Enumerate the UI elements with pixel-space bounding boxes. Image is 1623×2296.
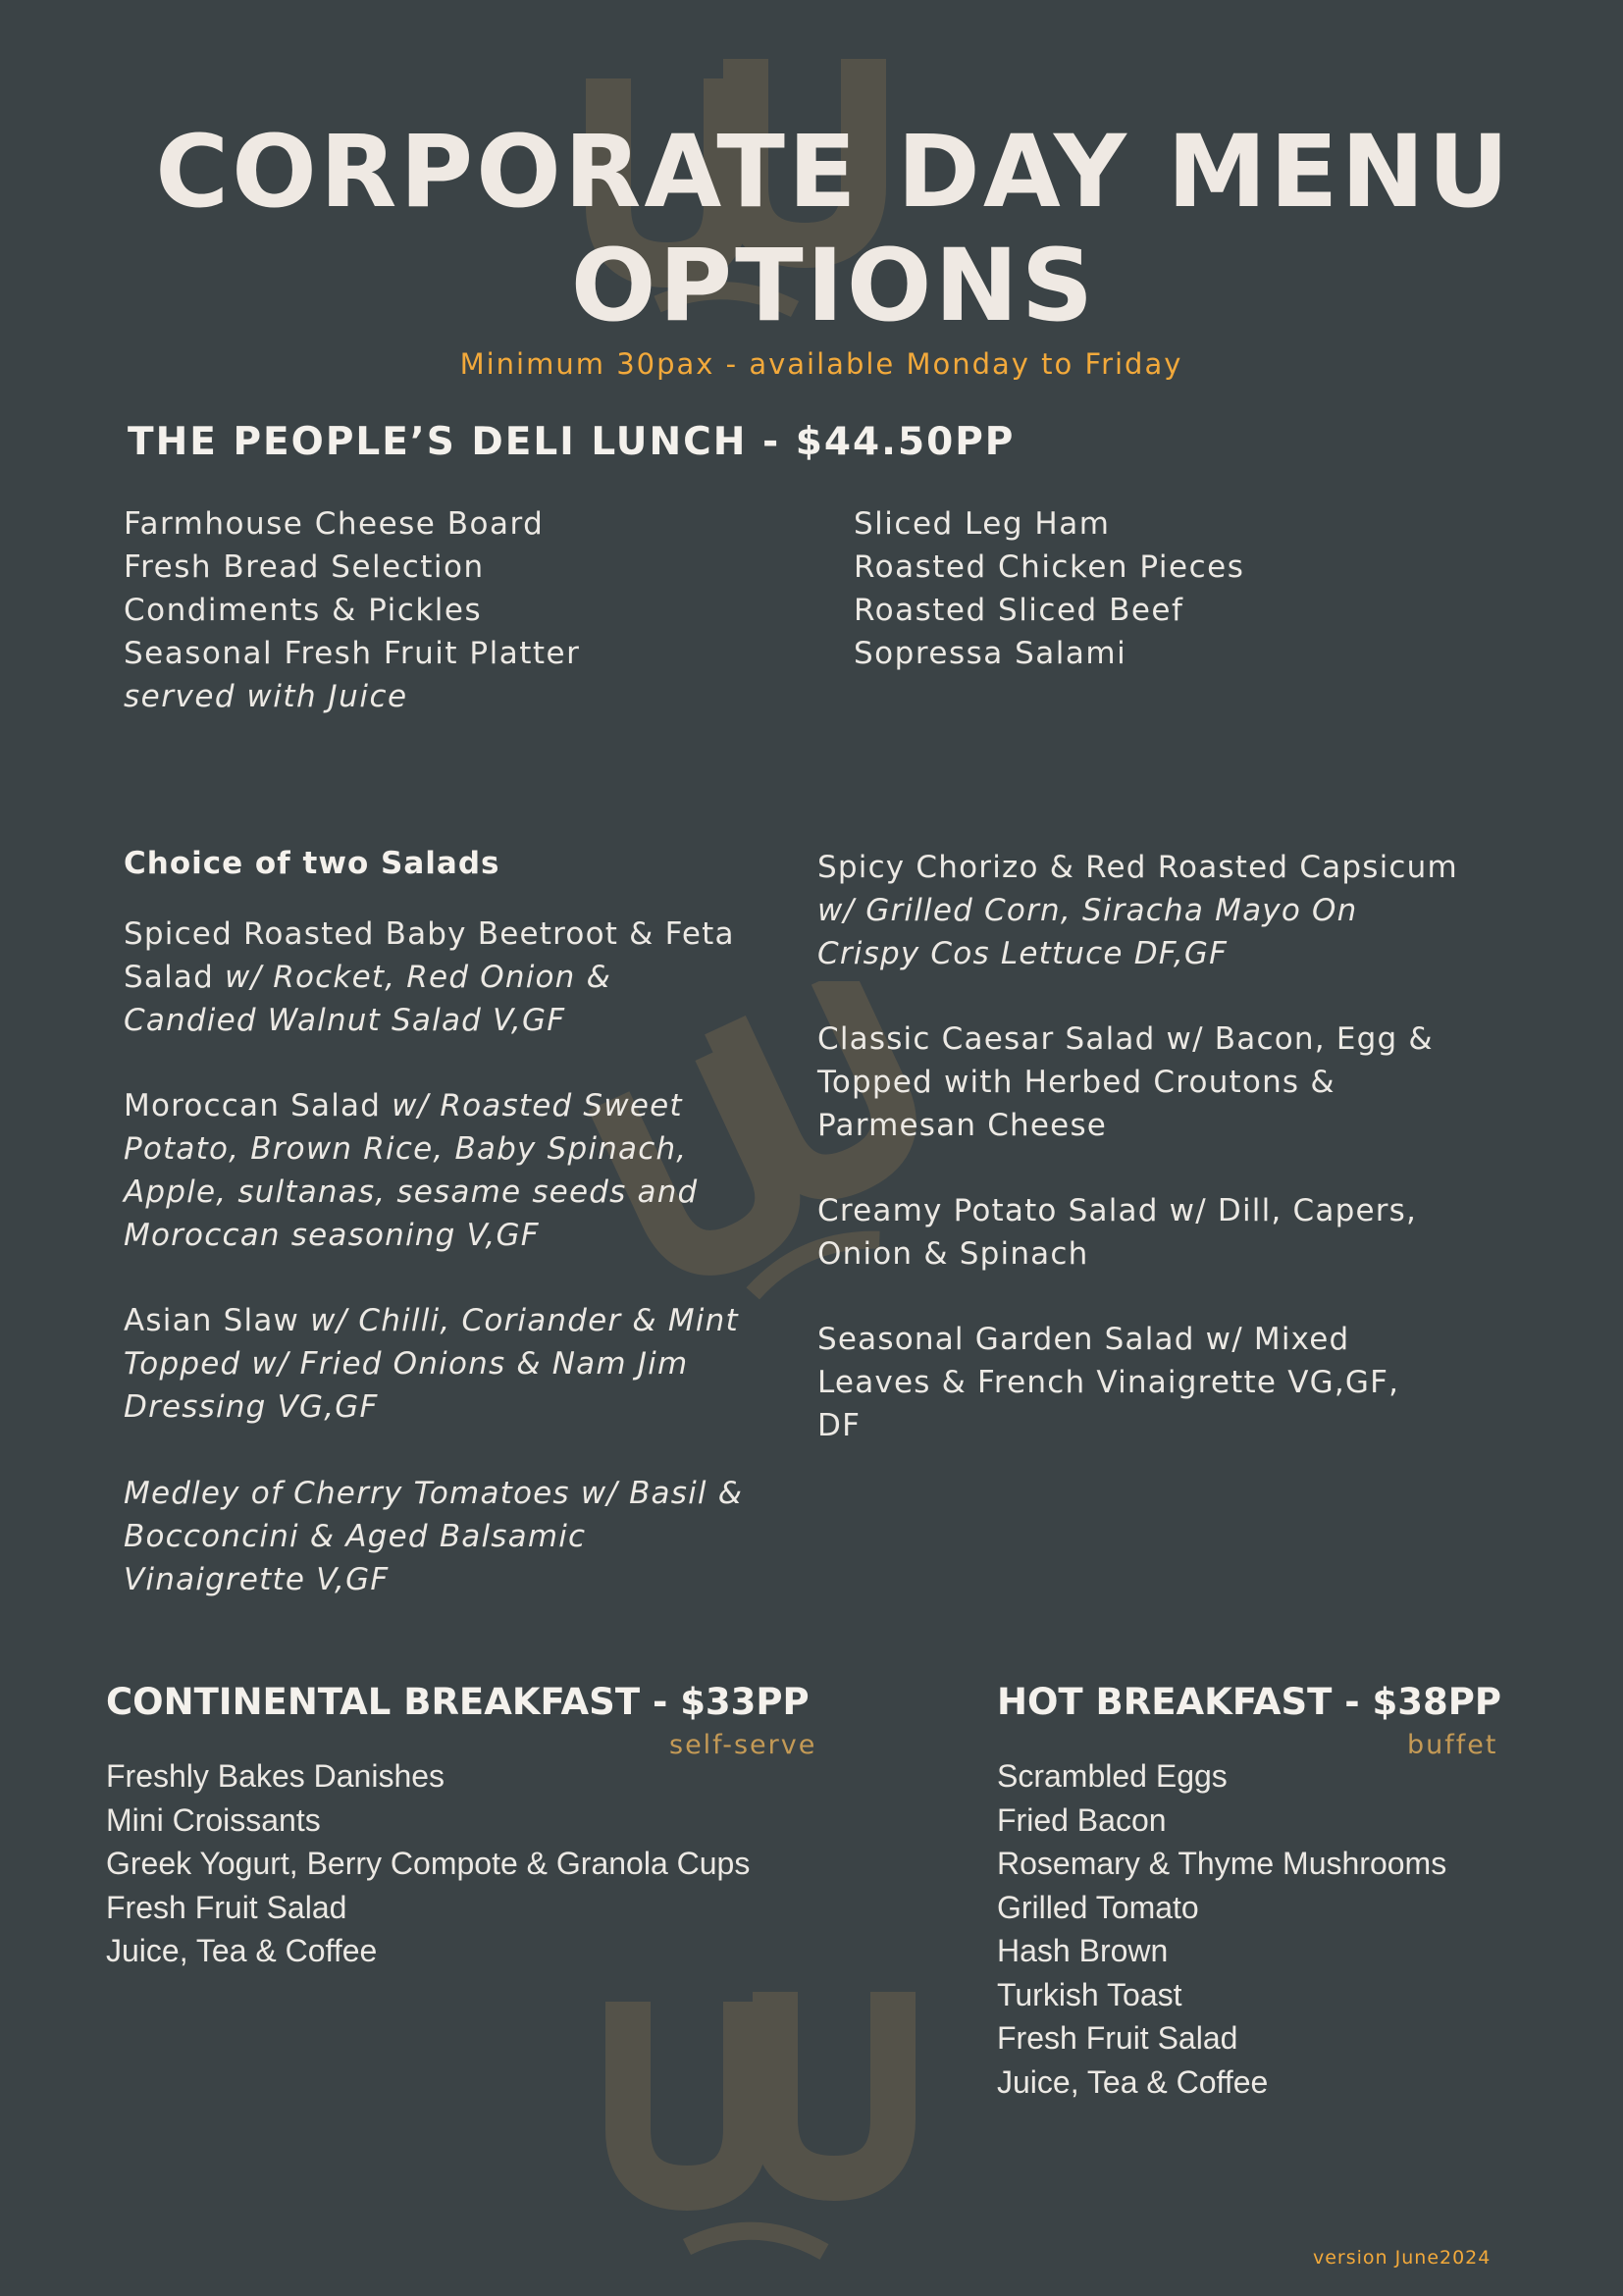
hot-heading: HOT BREAKFAST - $38PP [997,1681,1501,1723]
deli-right-list [854,502,1244,675]
list-item: Greek Yogurt, Berry Compote & Granola Cups [106,1846,751,1881]
list-item: Hash Brown [997,1933,1169,1968]
list-item: Fresh Fruit Salad [106,1889,347,1925]
salad-desc: w/ Chilli, Coriander & Mint Topped w/ Fried Onions & Nam Jim Dressing VG,GF [124,1303,739,1425]
deli-note: served with Juice [124,679,408,714]
salad-desc: w/ Rocket, Red Onion & Candied Walnut Salad V,GF [124,960,611,1038]
deli-left-list [124,502,580,718]
list-item: Mini Croissants [106,1801,321,1838]
salad-right-2 [817,1018,1445,1147]
salad-desc: w/ Grilled Corn, Siracha Mayo On Crispy Cos Lettuce DF,GF [817,893,1358,971]
hot-list [997,1754,1446,2104]
list-item: Sliced Leg Ham [854,506,1111,542]
salad-right-4 [817,1318,1426,1447]
hot-tag: buffet [1407,1730,1498,1760]
continental-tag: self-serve [669,1730,817,1760]
list-item: Roasted Sliced Beef [854,593,1184,628]
subtitle: Minimum 30pax - available Monday to Friday [459,347,1183,381]
list-item: Roasted Chicken Pieces [854,549,1245,585]
salad-name: Creamy Potato Salad w/ Dill, Capers, Onion & Spinach [817,1193,1418,1272]
salad-desc: Medley of Cherry Tomatoes w/ Basil & Bocconcini & Aged Balsamic Vinaigrette V,GF [124,1476,744,1597]
salad-name: Moroccan Salad [124,1088,382,1123]
salad-name: Spicy Chorizo & Red Roasted Capsicum [817,850,1458,885]
list-item: Fried Bacon [997,1801,1167,1838]
list-item: Sopressa Salami [854,636,1127,671]
salad-name: Classic Caesar Salad w/ Bacon, Egg & Topped with Herbed Croutons & Parmesan Cheese [817,1021,1434,1143]
version-label: version June2024 [1313,2247,1492,2269]
salad-left-3 [124,1299,752,1429]
continental-list [106,1754,750,1973]
salad-right-3 [817,1189,1445,1276]
salad-desc: w/ Roasted Sweet Potato, Brown Rice, Baby Spinach, Apple, sultanas, sesame seeds and Moroccan seasoning V,GF [124,1088,699,1253]
list-item: Scrambled Eggs [997,1758,1228,1794]
list-item: Fresh Bread Selection [124,549,485,585]
salad-left-1 [124,913,752,1042]
list-item: Juice, Tea & Coffee [997,2063,1269,2100]
salads-heading: Choice of two Salads [124,846,500,881]
list-item: Farmhouse Cheese Board [124,506,545,542]
list-item: Fresh Fruit Salad [997,2020,1238,2056]
page-title [0,116,1623,343]
salad-left-2 [124,1084,752,1257]
continental-heading: CONTINENTAL BREAKFAST - $33PP [106,1681,810,1723]
salad-left-4 [124,1472,752,1601]
list-item: Seasonal Fresh Fruit Platter [124,636,581,671]
salad-name: Asian Slaw [124,1303,300,1338]
salad-right-1 [817,846,1465,975]
list-item: Rosemary & Thyme Mushrooms [997,1846,1447,1881]
list-item: Turkish Toast [997,1976,1182,2012]
list-item: Juice, Tea & Coffee [106,1933,378,1968]
list-item: Grilled Tomato [997,1889,1199,1925]
salad-name: Spiced Roasted Baby Beetroot & Feta Salad [124,916,735,995]
watermark-logo-bottom [569,1962,942,2296]
deli-lunch-heading: THE PEOPLE’S DELI LUNCH - $44.50PP [128,420,1016,464]
list-item: Freshly Bakes Danishes [106,1758,445,1794]
title-line-1: CORPORATE DAY MENU [155,114,1512,231]
salad-name: Seasonal Garden Salad w/ Mixed Leaves & French Vinaigrette VG,GF, DF [817,1322,1400,1443]
title-line-2: OPTIONS [570,228,1097,344]
list-item: Condiments & Pickles [124,593,483,628]
